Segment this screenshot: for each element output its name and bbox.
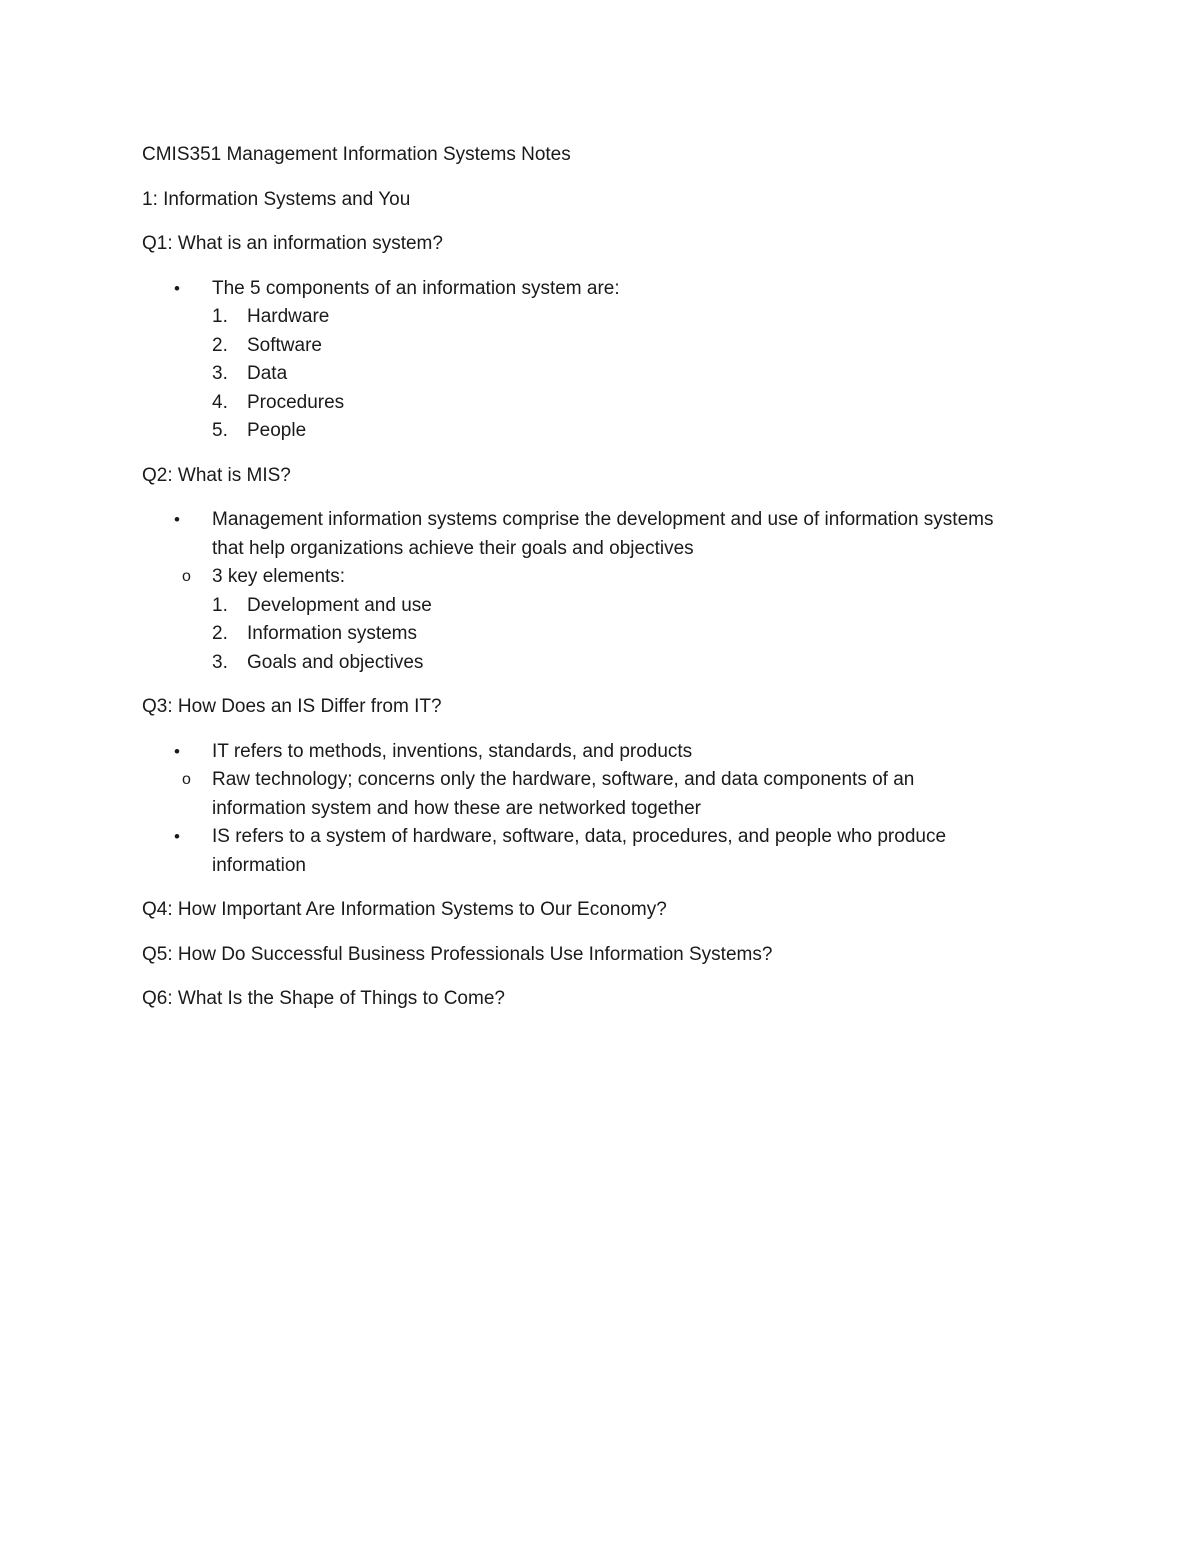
item-text: Development and use: [247, 594, 432, 616]
q2-sub-bullet-text: 3 key elements:: [212, 566, 346, 587]
item-number: 5.: [212, 420, 228, 441]
document-content: [142, 141, 1062, 1030]
q2-heading: Q2: What is MIS?: [142, 464, 291, 486]
item-number: 4.: [212, 391, 228, 413]
item-number: 2.: [212, 334, 228, 356]
q3-heading: Q3: How Does an IS Differ from IT?: [142, 696, 442, 717]
item-text: Information systems: [247, 623, 417, 644]
list-item: [212, 332, 1062, 361]
list-item: [212, 417, 1062, 446]
q3-sub-bullet: [142, 766, 1062, 823]
list-item: [212, 303, 1062, 332]
q2-bullet-line-1: Management information systems comprise the development and use of information systems: [212, 509, 994, 530]
q1-components-list: [212, 303, 1062, 446]
q3-bullet-it: [142, 738, 1062, 767]
q4-heading: Q4: How Important Are Information Systems to Our Economy?: [142, 899, 667, 920]
q2-bullet-list: [142, 506, 1062, 677]
bullet-marker: •: [174, 741, 180, 761]
q1-bullet-list: [142, 275, 1062, 446]
bullet-marker: •: [174, 827, 180, 846]
q3-bullet-is: [142, 823, 1062, 880]
item-number: 3.: [212, 363, 228, 384]
q5-heading: Q5: How Do Successful Business Professionals Use Information Systems?: [142, 943, 773, 965]
item-number: 1.: [212, 306, 228, 327]
bullet-marker: •: [174, 278, 180, 298]
item-text: Goals and objectives: [247, 651, 424, 673]
item-number: 3.: [212, 651, 228, 673]
item-number: 2.: [212, 623, 228, 644]
q3-bullet-is-line-2: information: [212, 854, 306, 876]
item-text: Hardware: [247, 306, 330, 327]
q3-sub-bullet-line-2: information system and how these are networked together: [212, 797, 701, 819]
q2-bullet: [142, 506, 1062, 563]
list-item: [212, 592, 1062, 621]
sub-bullet-marker: o: [182, 771, 191, 788]
item-number: 1.: [212, 594, 228, 616]
q6-heading: Q6: What Is the Shape of Things to Come?: [142, 988, 505, 1009]
q1-heading: Q1: What is an information system?: [142, 233, 443, 254]
sub-bullet-marker: o: [182, 568, 191, 585]
list-item: [212, 649, 1062, 678]
item-text: Procedures: [247, 391, 345, 413]
item-text: People: [247, 420, 307, 441]
document-title: CMIS351 Management Information Systems Notes: [142, 144, 571, 165]
q3-bullet-is-line-1: IS refers to a system of hardware, software, data, procedures, and people who produce: [212, 826, 947, 847]
q3-bullet-it-text: IT refers to methods, inventions, standards, and products: [212, 740, 693, 762]
bullet-marker: •: [174, 510, 180, 529]
list-item: [212, 360, 1062, 389]
q1-bullet: [142, 275, 1062, 446]
item-text: Software: [247, 334, 322, 356]
q2-bullet-line-2: that help organizations achieve their goals and objectives: [212, 537, 694, 559]
q2-sub-bullet: [142, 563, 1062, 677]
list-item: [212, 620, 1062, 649]
q1-bullet-text: The 5 components of an information system are:: [212, 277, 620, 299]
q3-bullet-list: [142, 738, 1062, 881]
list-item: [212, 389, 1062, 418]
q3-sub-bullet-line-1: Raw technology; concerns only the hardware, software, and data components of an: [212, 769, 915, 790]
item-text: Data: [247, 363, 288, 384]
q2-key-elements-list: [212, 592, 1062, 678]
chapter-heading: 1: Information Systems and You: [142, 188, 411, 210]
